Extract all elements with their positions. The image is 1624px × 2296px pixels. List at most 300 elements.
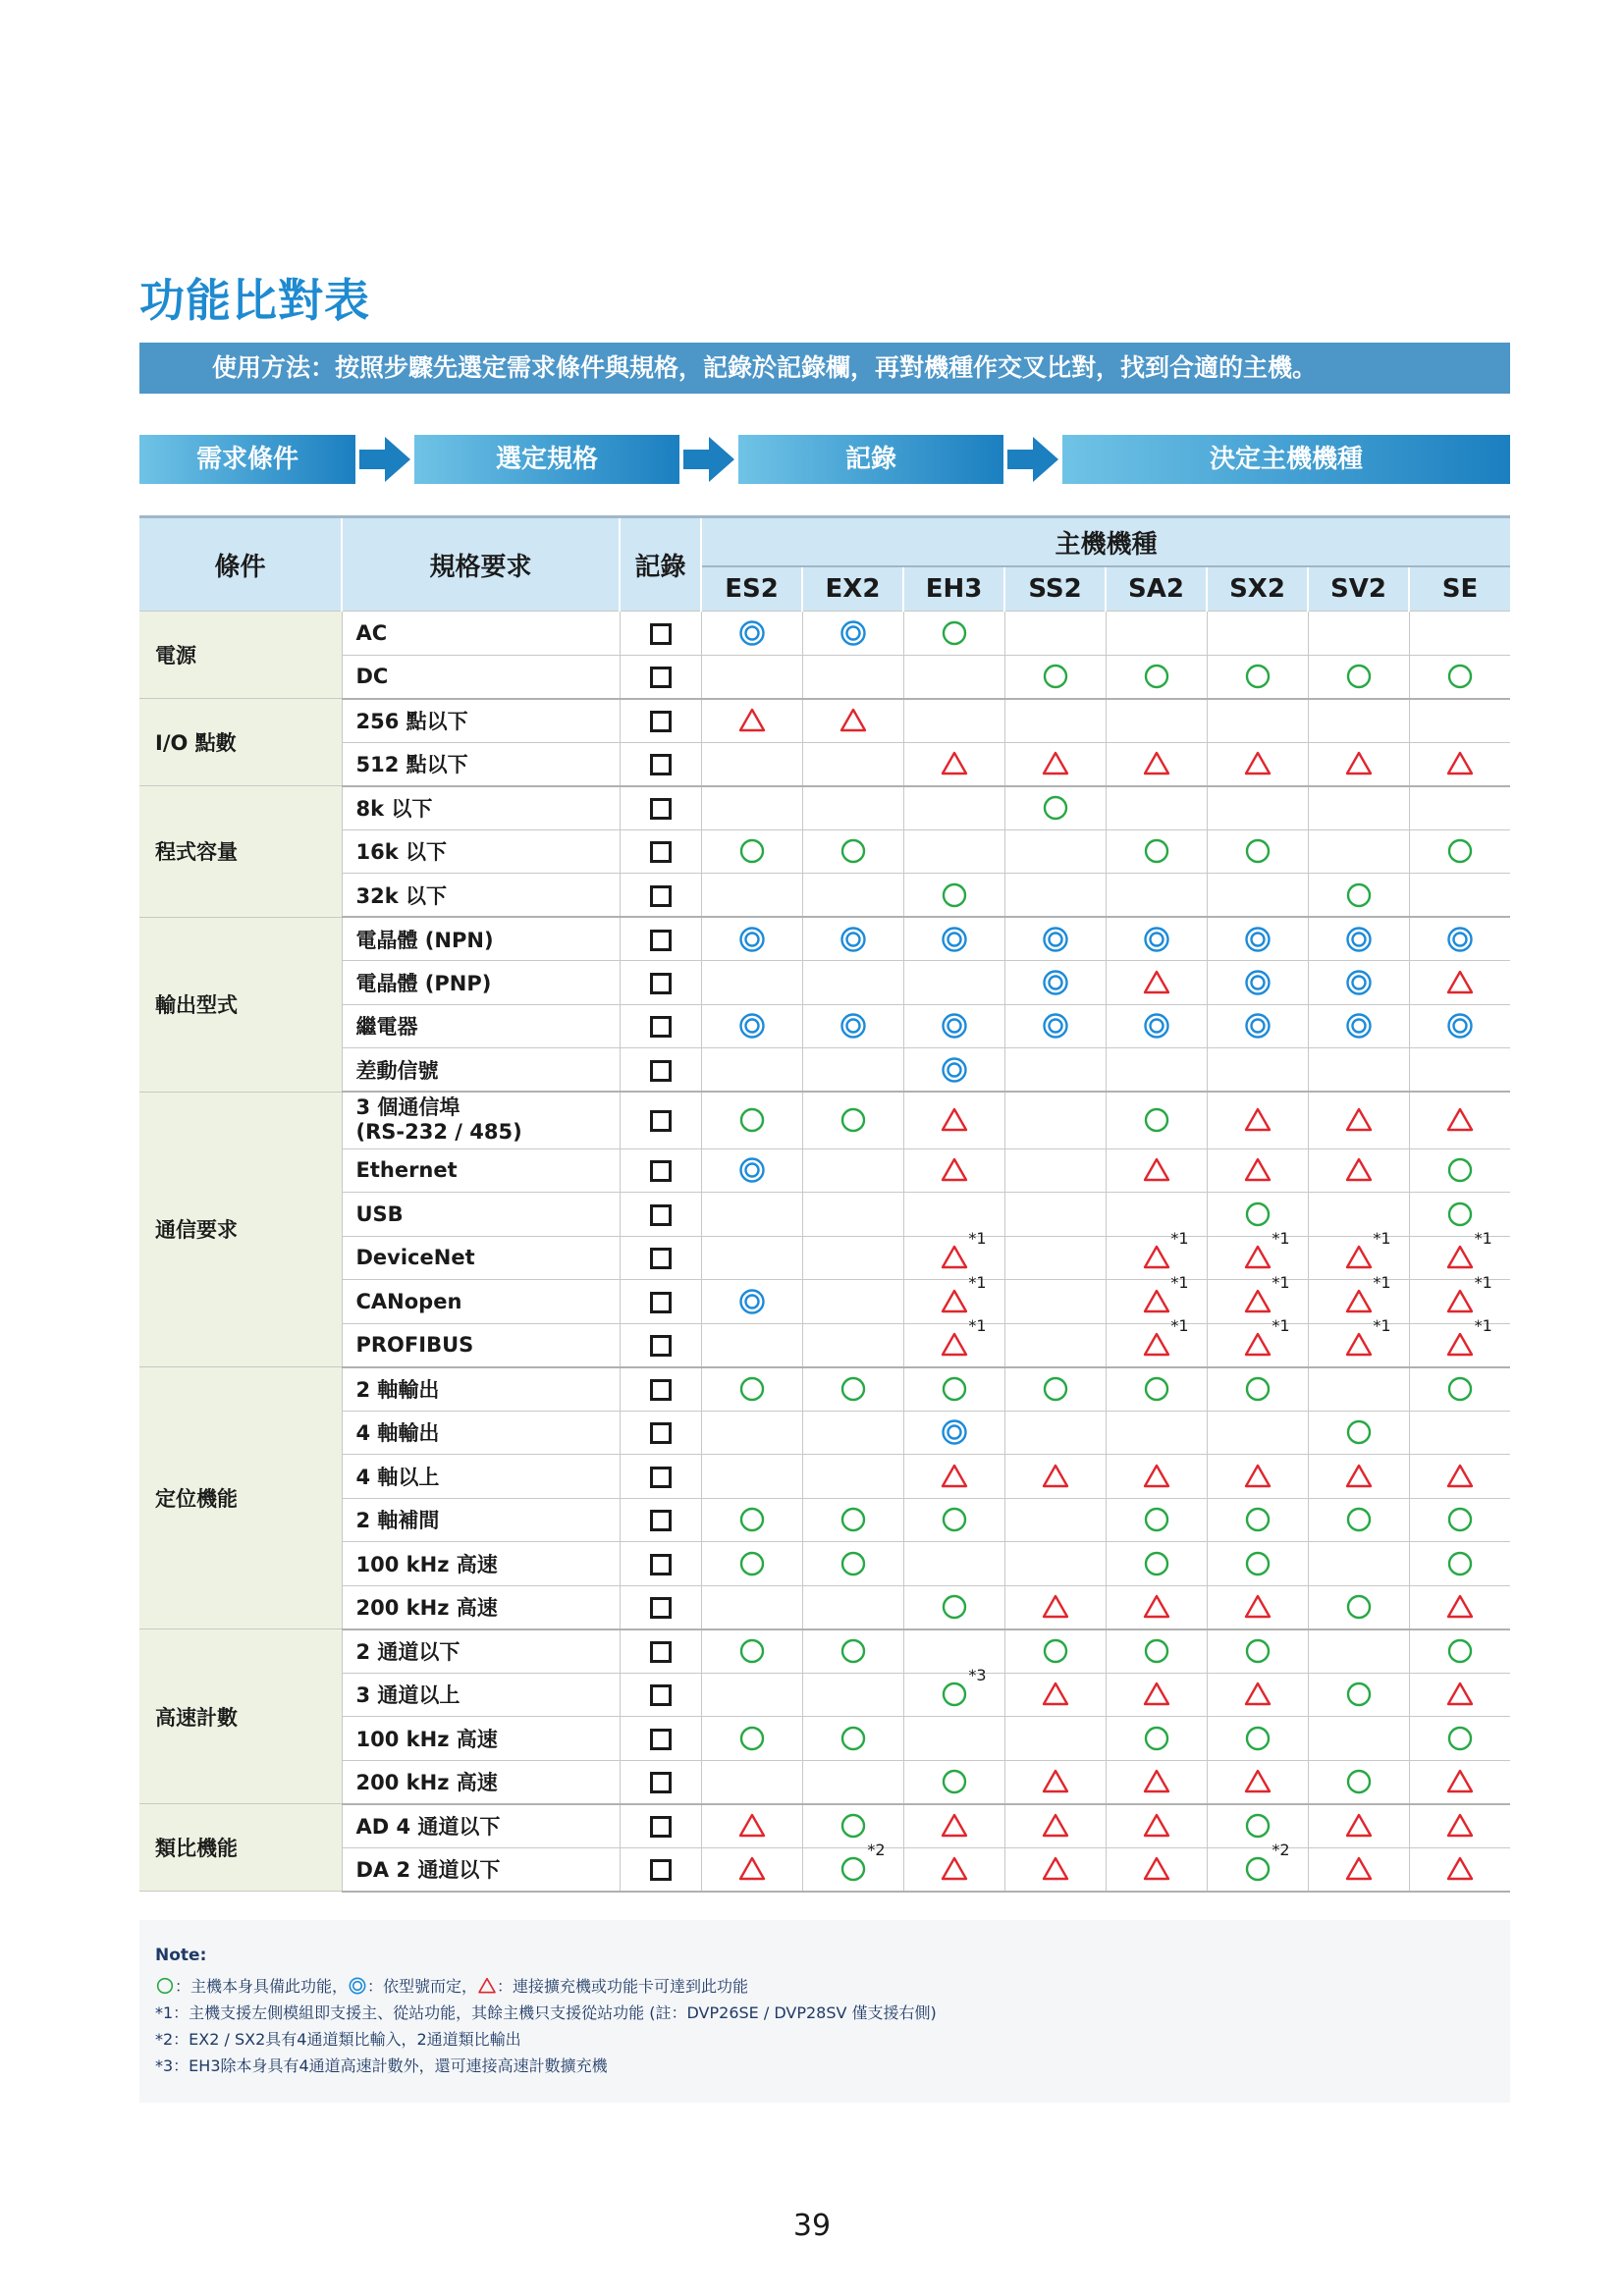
model-cell [1409,1193,1510,1237]
legend-text: ：連接擴充機或功能卡可達到此功能 [497,1977,749,1996]
circle-icon [1344,1680,1374,1709]
footnote-mark: *1 [1474,1229,1492,1249]
model-cell [903,961,1004,1005]
triangle-icon [1344,1811,1374,1841]
double-circle-icon [1344,968,1374,997]
record-checkbox[interactable] [650,1110,672,1132]
note-line: *3：EH3除本身具有4通道高速計數外，還可連接高速計數擴充機 [155,2056,608,2075]
arrow-right-icon [679,435,738,484]
table-row [139,1092,1510,1148]
model-cell [1308,1229,1409,1280]
double-circle-icon [1445,1011,1475,1041]
triangle-icon [1445,1272,1492,1316]
record-checkbox[interactable] [650,1422,672,1444]
model-cell [802,1585,903,1629]
model-cell [1308,1048,1409,1093]
circle-icon [839,1811,868,1841]
header-model: EX2 [802,566,903,612]
record-checkbox[interactable] [650,1859,672,1881]
circle-icon [839,1841,886,1884]
triangle-icon [1243,1592,1272,1622]
triangle-icon [1041,1854,1070,1884]
model-cell [701,1048,802,1093]
model-cell [802,1280,903,1324]
triangle-icon [1142,1229,1189,1272]
circle-icon [1041,662,1070,691]
model-cell [1409,1847,1510,1892]
triangle-icon [1243,1316,1290,1360]
model-cell [1207,1498,1308,1542]
triangle-icon [1445,1811,1475,1841]
model-cell [903,1411,1004,1455]
model-cell [903,1229,1004,1280]
model-cell [701,1323,802,1367]
comparison-table [139,515,1510,1893]
model-cell [1004,1236,1106,1280]
header-model: SA2 [1106,566,1207,612]
model-cell [1308,612,1409,656]
record-checkbox[interactable] [650,1816,672,1838]
triangle-icon [1344,1105,1374,1135]
model-cell [1409,1229,1510,1280]
model-cell [1106,1847,1207,1892]
model-cell [1106,1673,1207,1717]
circle-icon [1445,1505,1475,1534]
table-row [139,1048,1510,1093]
circle-icon [1142,1105,1171,1135]
triangle-icon [1445,968,1475,997]
legend-text: ：主機本身具備此功能， [175,1977,349,1996]
model-cell [701,1717,802,1761]
circle-icon [839,1374,868,1404]
model-cell [1106,1367,1207,1412]
footnote-mark: *1 [1272,1272,1290,1292]
circle-icon [1041,1374,1070,1404]
model-cell [802,1193,903,1237]
model-cell [1308,1272,1409,1324]
circle-icon [737,1636,767,1666]
circle-icon [940,1505,969,1534]
spec-label: 100 kHz 高速 [342,1542,620,1586]
flow-step-spec: 選定規格 [414,435,679,484]
model-cell [802,1092,903,1148]
model-cell [802,742,903,786]
double-circle-icon [1344,925,1374,954]
circle-icon [1243,1841,1290,1884]
model-cell [701,1804,802,1848]
circle-icon [737,1724,767,1753]
spec-label: AC [342,612,620,656]
double-circle-icon [940,1055,969,1085]
triangle-icon [1445,1229,1492,1272]
record-checkbox[interactable] [650,973,672,994]
model-cell [802,1323,903,1367]
record-checkbox[interactable] [650,1335,672,1357]
model-cell [701,1498,802,1542]
circle-icon [1142,1724,1171,1753]
record-cell [620,961,701,1005]
model-cell [701,1542,802,1586]
circle-icon [1445,1549,1475,1578]
record-checkbox[interactable] [650,1248,672,1269]
spec-label: DC [342,655,620,699]
triangle-icon [1041,1767,1070,1796]
circle-icon [1344,881,1374,910]
record-checkbox[interactable] [650,1597,672,1619]
model-cell [1106,1804,1207,1848]
table-row [139,1760,1510,1804]
model-cell [903,1585,1004,1629]
model-cell [903,829,1004,874]
triangle-icon [1344,749,1374,778]
note-line: *1：主機支援左側模組即支援主、從站功能，其餘主機只支援從站功能 (註：DVP26SE / DVP28SV 僅支援右側) [155,2003,937,2022]
model-cell [903,786,1004,830]
spec-label: AD 4 通道以下 [342,1804,620,1848]
triangle-icon [1344,1155,1374,1185]
triangle-icon [1445,1680,1475,1709]
triangle-icon [1243,1155,1272,1185]
triangle-icon [1041,1811,1070,1841]
triangle-icon [1142,1462,1171,1491]
record-checkbox[interactable] [650,1016,672,1038]
circle-icon [1142,836,1171,866]
record-checkbox[interactable] [650,1510,672,1531]
model-cell [1106,612,1207,656]
model-cell [1004,1092,1106,1148]
model-cell [903,1004,1004,1048]
triangle-icon [940,1155,969,1185]
footnote-mark: *1 [1373,1316,1391,1335]
notes-title: Note: [155,1946,207,1965]
model-cell [1207,829,1308,874]
record-checkbox[interactable] [650,841,672,863]
notes-legend [155,1973,1494,2000]
triangle-icon [1445,1462,1475,1491]
model-cell [1106,1004,1207,1048]
spec-label: 4 軸輸出 [342,1411,620,1455]
circle-icon [940,881,969,910]
model-cell [1409,1004,1510,1048]
model-cell [1106,1411,1207,1455]
double-circle-icon [1041,968,1070,997]
spec-label: 200 kHz 高速 [342,1585,620,1629]
model-cell [701,1148,802,1193]
model-cell [1004,699,1106,743]
double-circle-icon [737,1011,767,1041]
footnote-mark: *1 [1170,1272,1189,1292]
model-cell [701,612,802,656]
model-cell [1106,1272,1207,1324]
model-cell [1409,1804,1510,1848]
model-cell [802,1236,903,1280]
model-cell [1207,1004,1308,1048]
model-cell [1106,1629,1207,1674]
triangle-icon [737,1811,767,1841]
circle-icon [1445,1636,1475,1666]
table-row [139,1367,1510,1412]
record-cell [620,1148,701,1193]
record-cell [620,1323,701,1367]
record-checkbox[interactable] [650,798,672,820]
record-checkbox[interactable] [650,1554,672,1575]
record-checkbox[interactable] [650,885,672,907]
model-cell [1106,655,1207,699]
condition-label: 通信要求 [139,1092,342,1367]
triangle-icon [1142,749,1171,778]
table-row [139,699,1510,743]
double-circle-icon [1344,1011,1374,1041]
model-cell [1409,1542,1510,1586]
table-row [139,1236,1510,1280]
model-cell [1409,699,1510,743]
model-cell [701,874,802,918]
footnote-mark: *2 [1272,1841,1290,1859]
record-cell [620,1585,701,1629]
model-cell [1004,1280,1106,1324]
model-cell [1308,1367,1409,1412]
triangle-icon [940,749,969,778]
footnote-mark: *1 [1474,1316,1492,1335]
model-cell [1004,829,1106,874]
model-cell [802,1004,903,1048]
triangle-icon [940,1229,987,1272]
model-cell [802,917,903,961]
circle-icon [1243,1549,1272,1578]
triangle-icon [1041,1680,1070,1709]
record-checkbox[interactable] [650,1160,672,1182]
record-checkbox[interactable] [650,1684,672,1706]
usage-instructions: 使用方法：按照步驟先選定需求條件與規格，記錄於記錄欄，再對機種作交叉比對，找到合適的主機。 [139,343,1510,394]
triangle-icon [940,1462,969,1491]
model-cell [802,1629,903,1674]
model-cell [1207,612,1308,656]
model-cell [1207,1272,1308,1324]
model-cell [1106,742,1207,786]
spec-label: DA 2 通道以下 [342,1847,620,1892]
triangle-icon [1445,1592,1475,1622]
circle-icon [1243,1636,1272,1666]
model-cell [1308,1804,1409,1848]
double-circle-icon [1142,925,1171,954]
triangle-icon [940,1272,987,1316]
spec-label: 8k 以下 [342,786,620,830]
circle-icon [839,1505,868,1534]
spec-label: 32k 以下 [342,874,620,918]
model-cell [1106,961,1207,1005]
record-checkbox[interactable] [650,711,672,732]
triangle-icon [1344,1462,1374,1491]
model-cell [1207,742,1308,786]
model-cell [802,961,903,1005]
model-cell [701,1236,802,1280]
circle-icon [737,1505,767,1534]
header-model: SS2 [1004,566,1106,612]
model-cell [1308,1004,1409,1048]
double-circle-icon [1041,1011,1070,1041]
table-row [139,961,1510,1005]
circle-icon [1243,1724,1272,1753]
circle-icon [737,836,767,866]
footnote-mark: *1 [1474,1272,1492,1292]
triangle-icon [1142,1592,1171,1622]
table-row [139,1717,1510,1761]
circle-icon [940,1592,969,1622]
model-cell [1308,1585,1409,1629]
circle-icon [1445,1155,1475,1185]
model-cell [1308,917,1409,961]
circle-icon [1142,1549,1171,1578]
model-cell [1106,786,1207,830]
model-cell [1409,961,1510,1005]
record-checkbox[interactable] [650,1467,672,1488]
record-checkbox[interactable] [650,754,672,775]
footnote-mark: *1 [1272,1229,1290,1249]
record-checkbox[interactable] [650,1729,672,1750]
model-cell [1106,1585,1207,1629]
footnote-mark: *1 [1373,1229,1391,1249]
notes-box [139,1920,1510,2103]
record-checkbox[interactable] [650,1379,672,1401]
record-cell [620,917,701,961]
model-cell [1207,1717,1308,1761]
model-cell [1004,1498,1106,1542]
triangle-icon [940,1105,969,1135]
page-number: 39 [792,2209,832,2243]
model-cell [802,1455,903,1499]
record-cell [620,786,701,830]
record-cell [620,1760,701,1804]
model-cell [701,917,802,961]
spec-label: CANopen [342,1280,620,1324]
model-cell [701,1847,802,1892]
model-cell [1409,829,1510,874]
footnote-mark: *3 [968,1666,987,1685]
circle-icon [1243,836,1272,866]
model-cell [802,699,903,743]
spec-label: 2 軸補間 [342,1498,620,1542]
model-cell [1207,786,1308,830]
circle-icon [839,1724,868,1753]
model-cell [1409,655,1510,699]
record-checkbox[interactable] [650,1060,672,1082]
triangle-icon [1142,1680,1171,1709]
triangle-icon [1142,1854,1171,1884]
header-model: EH3 [903,566,1004,612]
triangle-icon [1142,1811,1171,1841]
double-circle-icon [737,925,767,954]
model-cell [802,655,903,699]
circle-icon [1142,1374,1171,1404]
model-cell [1308,1193,1409,1237]
model-cell [1207,1048,1308,1093]
model-cell [701,1280,802,1324]
record-checkbox[interactable] [650,667,672,688]
model-cell [1409,917,1510,961]
model-cell [701,1004,802,1048]
model-cell [1409,1148,1510,1193]
record-checkbox[interactable] [650,1772,672,1793]
table-row [139,1148,1510,1193]
header-model: SX2 [1207,566,1308,612]
model-cell [802,1411,903,1455]
circle-icon [1445,1374,1475,1404]
circle-icon [1243,1505,1272,1534]
model-cell [1004,1048,1106,1093]
model-cell [1106,1229,1207,1280]
triangle-icon [1445,1316,1492,1360]
circle-icon [1445,836,1475,866]
model-cell [903,1542,1004,1586]
model-cell [1004,1004,1106,1048]
record-checkbox[interactable] [650,623,672,645]
model-cell [1308,1092,1409,1148]
triangle-icon [1243,1229,1290,1272]
triangle-icon [477,1976,497,1996]
model-cell [1409,1673,1510,1717]
condition-label: 類比機能 [139,1804,342,1892]
double-circle-icon [737,618,767,648]
circle-icon [1445,1724,1475,1753]
model-cell [1308,1629,1409,1674]
record-checkbox[interactable] [650,1641,672,1663]
triangle-icon [1344,1229,1391,1272]
spec-label: 繼電器 [342,1004,620,1048]
model-cell [903,874,1004,918]
spec-label: 512 點以下 [342,742,620,786]
model-cell [1106,1193,1207,1237]
triangle-icon [737,1854,767,1884]
record-checkbox[interactable] [650,1292,672,1313]
table-row [139,1323,1510,1367]
spec-label: 差動信號 [342,1048,620,1093]
model-cell [701,742,802,786]
model-cell [903,917,1004,961]
triangle-icon [839,706,868,735]
model-cell [903,1498,1004,1542]
model-cell [1308,786,1409,830]
model-cell [903,655,1004,699]
record-checkbox[interactable] [650,930,672,951]
model-cell [1308,1411,1409,1455]
model-cell [701,1193,802,1237]
record-cell [620,829,701,874]
model-cell [1308,874,1409,918]
table-row [139,1280,1510,1324]
table-row [139,786,1510,830]
model-cell [1004,1673,1106,1717]
record-cell [620,1804,701,1848]
model-cell [1207,1542,1308,1586]
triangle-icon [1142,1316,1189,1360]
footnote-mark: *1 [968,1316,987,1335]
model-cell [1004,1193,1106,1237]
arrow-right-icon [1003,435,1062,484]
model-cell [1004,1717,1106,1761]
record-checkbox[interactable] [650,1204,672,1226]
circle-icon [1243,1374,1272,1404]
double-circle-icon [839,925,868,954]
double-circle-icon [839,1011,868,1041]
triangle-icon [940,1854,969,1884]
model-cell [1308,1717,1409,1761]
record-cell [620,1193,701,1237]
model-cell [1207,1316,1308,1367]
model-cell [1207,1229,1308,1280]
record-cell [620,1411,701,1455]
footnote-mark: *1 [968,1272,987,1292]
model-cell [903,1847,1004,1892]
model-cell [1409,1498,1510,1542]
